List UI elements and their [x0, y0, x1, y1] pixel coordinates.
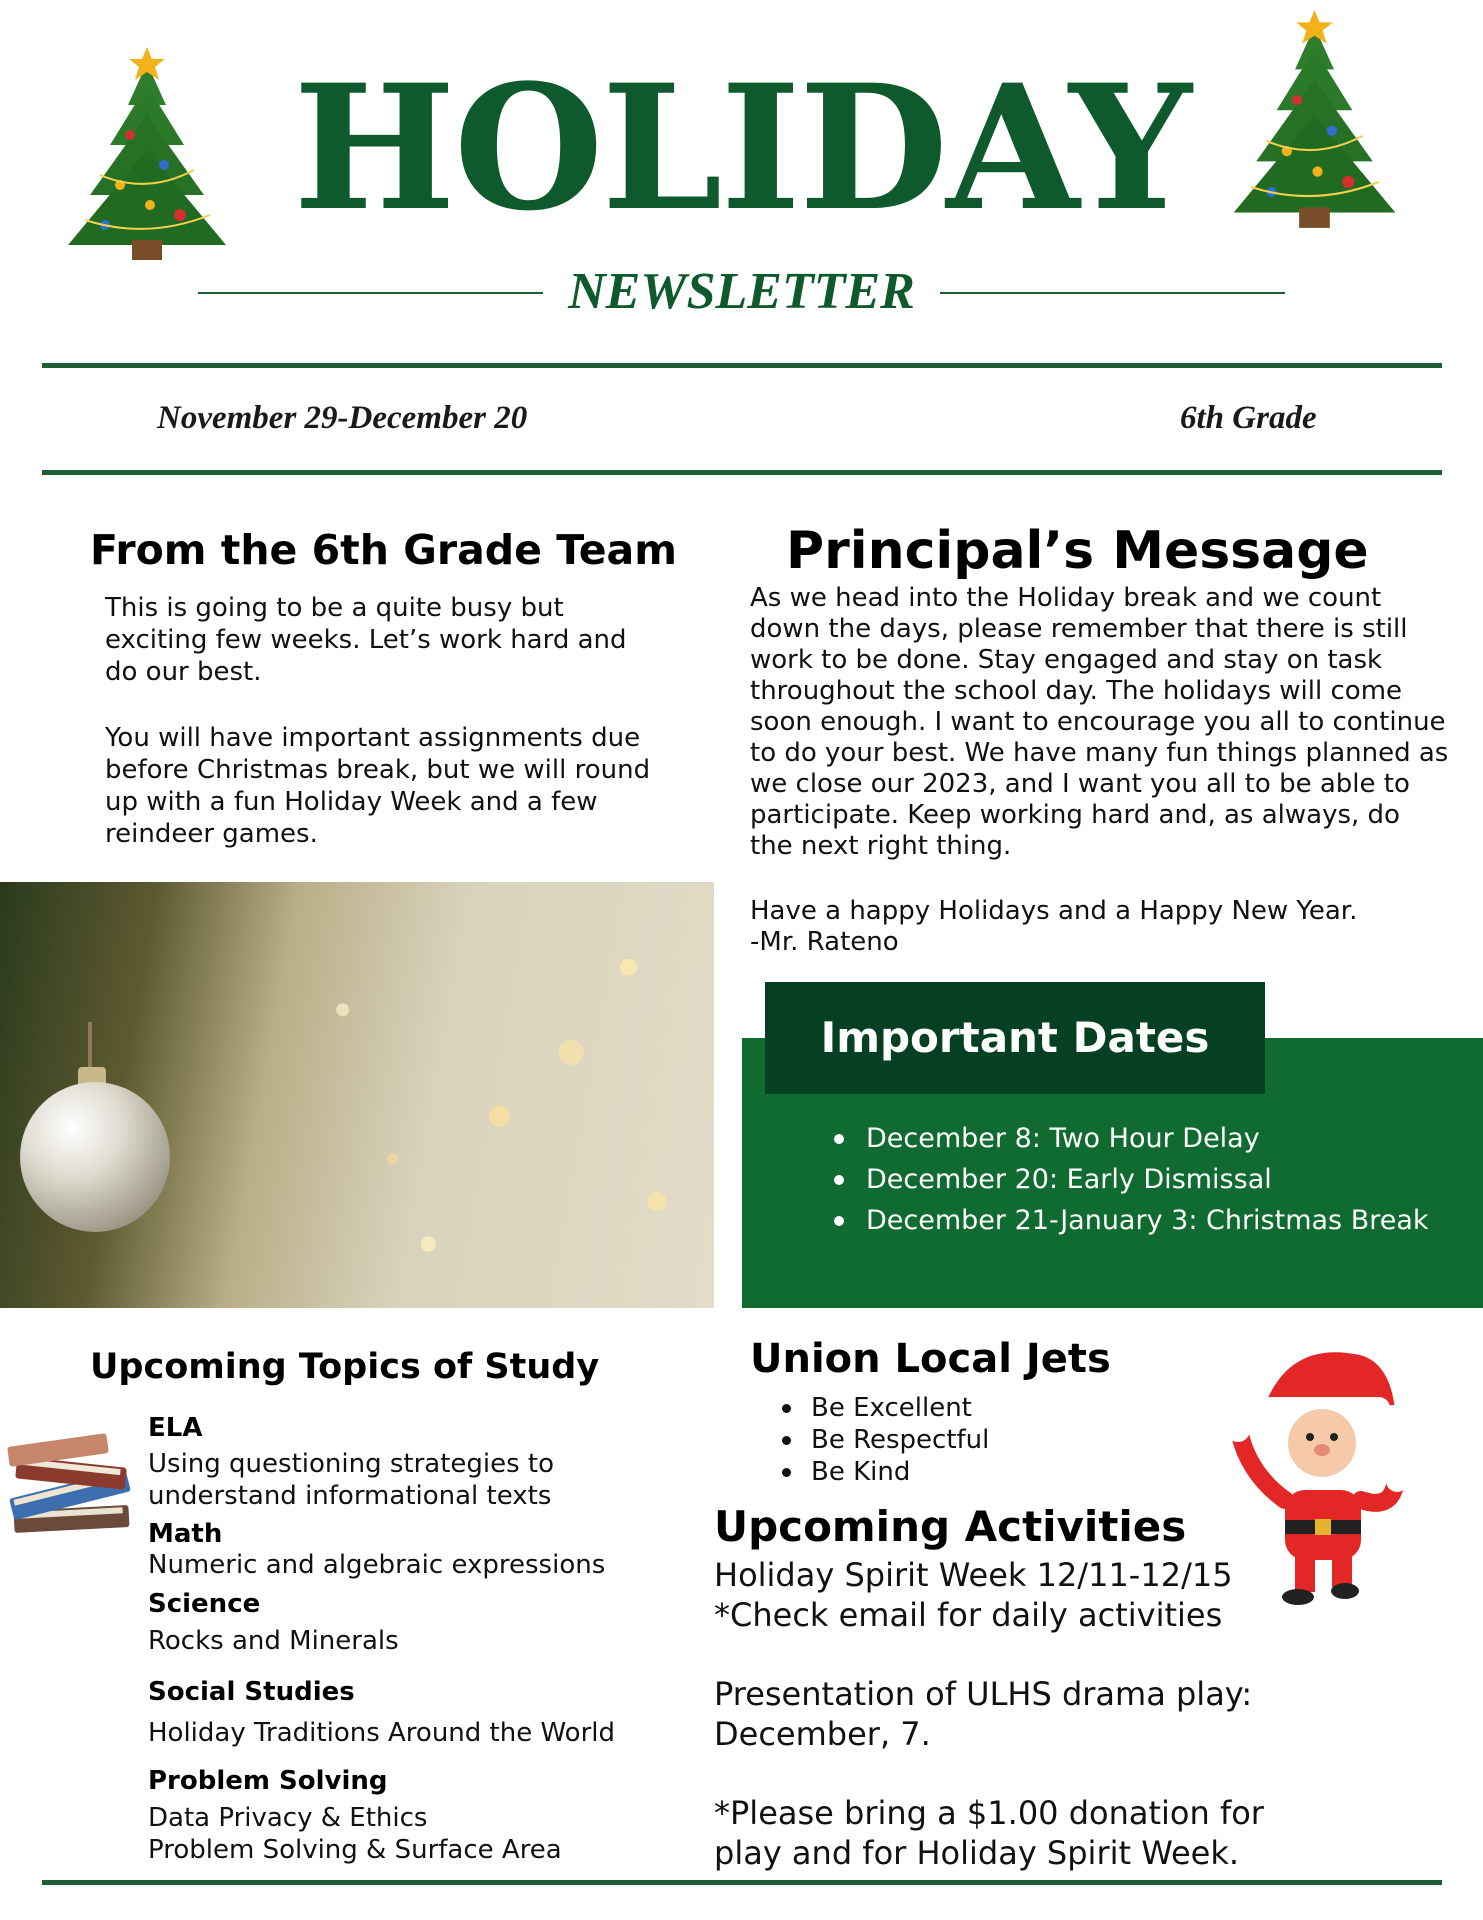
- principal-heading: Principal’s Message: [786, 521, 1369, 581]
- principal-message: As we head into the Holiday break and we count down the days, please remember that there is still work to be done. Stay engaged and stay on task throughout the school day. The holidays will come soon enough. I want to encourage you all to continue to do your best. We have many fun things planned as we close our 2023, and I want you all to be able to participate. Keep working hard and, as always, do the next right thing.: [750, 583, 1449, 861]
- activities-line-4: December, 7.: [714, 1715, 931, 1753]
- topics-heading: Upcoming Topics of Study: [90, 1347, 600, 1387]
- ornament-hook: [88, 1022, 92, 1070]
- header-rule-top: [42, 363, 1442, 368]
- value-item: Be Respectful: [778, 1424, 989, 1456]
- team-paragraph-2: You will have important assignments due before Christmas break, but we will round up with a fun Holiday Week and a few reindeer games.: [105, 723, 651, 849]
- topic-problem-label: Problem Solving: [148, 1766, 388, 1796]
- date-range: November 29-December 20: [157, 400, 528, 436]
- activities-line-6: play and for Holiday Spirit Week.: [714, 1834, 1240, 1872]
- topic-ela-label: ELA: [148, 1413, 203, 1443]
- grade-label: 6th Grade: [1180, 400, 1317, 436]
- jets-heading: Union Local Jets: [750, 1336, 1111, 1382]
- jets-values-list: [778, 1392, 989, 1488]
- team-heading: From the 6th Grade Team: [90, 526, 677, 574]
- activities-heading: Upcoming Activities: [714, 1502, 1187, 1551]
- important-dates-heading: Important Dates: [820, 1013, 1210, 1062]
- principal-closing: Have a happy Holidays and a Happy New Year.: [750, 896, 1358, 926]
- important-dates-list: [832, 1118, 1429, 1241]
- newsletter-title: HOLIDAY: [293, 46, 1190, 249]
- activities-line-3: Presentation of ULHS drama play:: [714, 1675, 1253, 1713]
- topic-science-label: Science: [148, 1589, 261, 1619]
- activities-line-1: Holiday Spirit Week 12/11-12/15: [714, 1556, 1233, 1594]
- activities-line-5: *Please bring a $1.00 donation for: [714, 1794, 1264, 1832]
- team-paragraph-1: This is going to be a quite busy but exciting few weeks. Let’s work hard and do our best.: [105, 593, 627, 687]
- santa-icon: [1220, 1335, 1415, 1615]
- topic-social-label: Social Studies: [148, 1677, 355, 1707]
- topic-math-text: Numeric and algebraic expressions: [148, 1550, 606, 1580]
- topic-science-text: Rocks and Minerals: [148, 1626, 399, 1656]
- topic-problem-line1: Data Privacy & Ethics: [148, 1803, 428, 1833]
- date-item: December 20: Early Dismissal: [832, 1159, 1429, 1200]
- books-icon: [4, 1428, 144, 1538]
- activities-line-2: *Check email for daily activities: [714, 1596, 1223, 1634]
- value-item: Be Kind: [778, 1456, 989, 1488]
- topic-math-label: Math: [148, 1519, 223, 1549]
- ornament-ball: [20, 1082, 170, 1232]
- topic-problem-line2: Problem Solving & Surface Area: [148, 1835, 562, 1865]
- newsletter-subtitle: NEWSLETTER: [568, 263, 915, 320]
- topic-social-text: Holiday Traditions Around the World: [148, 1718, 615, 1748]
- holiday-photo: [0, 882, 714, 1308]
- divider-right: [940, 292, 1285, 294]
- value-item: Be Excellent: [778, 1392, 989, 1424]
- date-item: December 8: Two Hour Delay: [832, 1118, 1429, 1159]
- date-item: December 21-January 3: Christmas Break: [832, 1200, 1429, 1241]
- principal-signature: -Mr. Rateno: [750, 927, 899, 957]
- header-rule-bottom: [42, 470, 1442, 475]
- topic-ela-text: Using questioning strategies to understand informational texts: [148, 1449, 555, 1511]
- footer-rule: [42, 1880, 1442, 1885]
